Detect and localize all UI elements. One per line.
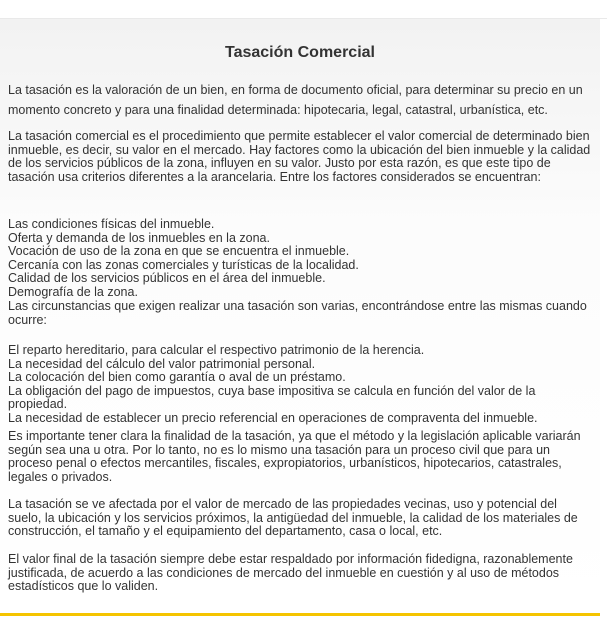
list-item: La necesidad del cálculo del valor patrimonial personal. bbox=[8, 356, 316, 371]
list-item: Calidad de los servicios públicos en el área del inmueble. bbox=[8, 271, 326, 286]
list-item: Cercanía con las zonas comerciales y turísticas de la localidad. bbox=[8, 257, 359, 272]
top-strip bbox=[0, 0, 607, 19]
page-title: Tasación Comercial bbox=[225, 44, 375, 61]
accent-bar bbox=[0, 613, 600, 616]
final-paragraph: El valor final de la tasación siempre debe estar respaldado por información fidedigna, razonablemente justificada, de acuerdo a las condiciones de mercado del inmueble en cuestión y al uso de métodos estadísticos que lo validen. bbox=[8, 552, 573, 594]
intro-paragraph: La tasación es la valoración de un bien, en forma de documento oficial, para determinar su precio en un momento concreto y para una finalidad determinada: hipotecaria, legal, catastral, urbanística, etc. bbox=[8, 83, 583, 117]
list-item: Vocación de uso de la zona en que se encuentra el inmueble. bbox=[8, 244, 350, 259]
list-item: El reparto hereditario, para calcular el respectivo patrimonio de la herencia. bbox=[8, 343, 425, 357]
list-item: Oferta y demanda de los inmuebles en la zona. bbox=[8, 230, 270, 245]
list-item: La obligación del pago de impuestos, cuya base impositiva se calcula en función del valor de la propiedad. bbox=[8, 383, 536, 412]
list-item: La colocación del bien como garantía o aval de un préstamo. bbox=[8, 370, 346, 385]
list-item: La necesidad de establecer un precio referencial en operaciones de compraventa del inmueble. bbox=[8, 410, 538, 425]
circumstances-intro: Las circunstancias que exigen realizar una tasación son varias, encontrándose entre las mismas cuando ocurre: bbox=[8, 299, 587, 327]
market-paragraph: La tasación se ve afectada por el valor de mercado de las propiedades vecinas, uso y potencial del suelo, la ubicación y los servicios próximos, la antigüedad del inmueble, la calidad de los materiales de construcción, el tamaño y el equipamiento del departamento, casa o local, etc. bbox=[8, 497, 578, 539]
circumstances-list bbox=[8, 344, 592, 426]
list-item: Las condiciones físicas del inmueble. bbox=[8, 217, 215, 231]
commercial-appraisal-paragraph: La tasación comercial es el procedimiento que permite establecer el valor comercial de determinado bien inmueble, es decir, su valor en el mercado. Hay factores como la ubicación del bien inmueble y la calidad de los servicios públicos de la zona, influyen en su valor. Justo por esta razón, es que este tipo de tasación usa criterios diferentes a la arancelaria. Entre los factores considerados se encuentran: bbox=[8, 129, 591, 184]
importance-paragraph: Es importante tener clara la finalidad de la tasación, ya que el método y la legislación aplicable variarán según sea una u otra. Por lo tanto, no es lo mismo una tasación para un proceso civil que para un proceso penal o efectos mercantiles, fiscales, expropiatorios, urbanísticos, hipotecarios, catastrales, legales o privados. bbox=[8, 429, 581, 484]
list-item: Demografía de la zona. bbox=[8, 284, 138, 299]
factors-list bbox=[8, 218, 592, 300]
